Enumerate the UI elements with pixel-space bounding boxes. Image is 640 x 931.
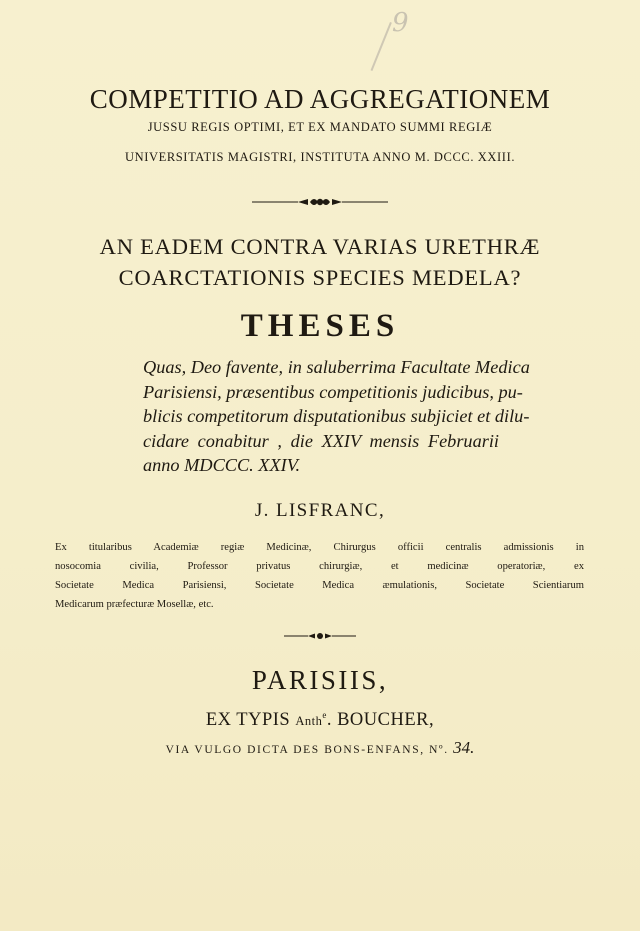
author-name: J. LISFRANC, [254,500,386,521]
credential-line: nosocomia civilia, Professor privatus chirurgiæ, et medicinæ operatoriæ, ex [55,561,584,572]
credential-line: Ex titularibus Academiæ regiæ Medicinæ, Chirurgus officii centralis admissionis in [55,542,584,553]
body-line: Quas, Deo favente, in saluberrima Facultate Medica [143,357,530,377]
question-line-1: AN EADEM CONTRA VARIAS URETHRÆ [99,234,541,259]
imprint-address [0,738,640,758]
body-line: Parisiensi, præsentibus competitionis judicibus, pu- [143,381,523,402]
author-credentials [55,538,584,614]
competition-title: COMPETITIO AD AGGREGATIONEM [89,84,551,114]
credential-line: Societate Medica Parisiensi, Societate Medica æmulationis, Societate Scientiarum [55,580,584,591]
pencil-annotation: 9 [392,8,410,38]
ornament-divider-bottom [0,628,640,644]
body-line: anno MDCCC. XXIV. [143,455,301,475]
subtitle-line-1: JUSSU REGIS OPTIMI, ET EX MANDATO SUMMI REGIÆ [147,120,493,134]
credential-line: Medicarum præfecturæ Mosellæ, etc. [55,599,214,610]
address-number: 34. [453,738,475,757]
subtitle-line-2: UNIVERSITATIS MAGISTRI, INSTITUTA ANNO M. DCCC. XXIII. [124,150,516,164]
question-line-2: COARCTATIONIS SPECIES MEDELA? [118,265,522,290]
printer-surname: . BOUCHER, [326,710,435,731]
printer-superscript: e [322,710,327,720]
theses-heading: THESES [240,308,400,344]
printer-initial: Anth [295,714,323,729]
body-line: cidare conabitur , die XXIV mensis Februarii [143,430,499,451]
ornament-divider-top [0,193,640,211]
pencil-stroke-mark [371,22,392,71]
imprint-city: PARISIIS, [251,665,389,695]
dedication-paragraph [143,355,530,478]
body-line: blicis competitorum disputationibus subjiciet et dilu- [143,406,530,426]
printer-prefix: EX TYPIS [205,710,296,731]
imprint-printer [0,710,640,731]
address-street: VIA VULGO DICTA DES BONS-ENFANS, Nº. [165,744,454,756]
